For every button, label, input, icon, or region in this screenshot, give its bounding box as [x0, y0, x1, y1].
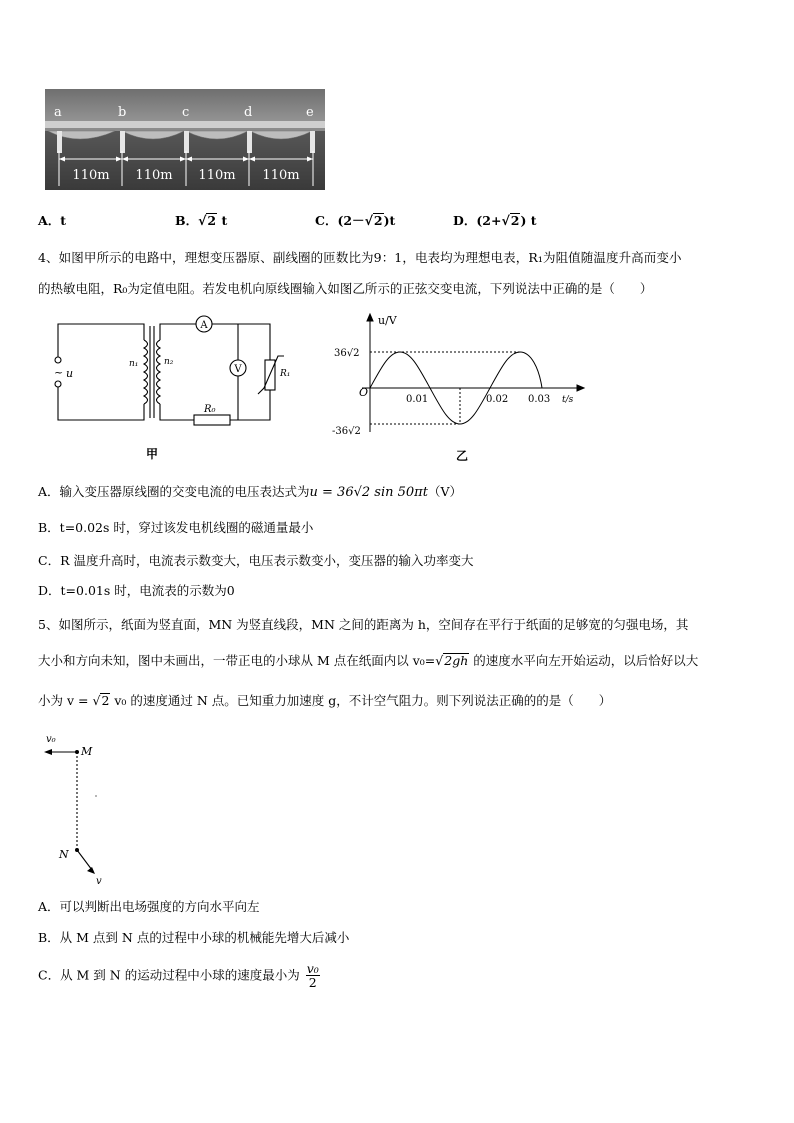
bridge-photo — [45, 89, 325, 190]
q5-option-c-text: C．从 M 到 N 的运动过程中小球的速度最小为 — [38, 967, 300, 983]
q5-stem-line-2-radicand: 2gh — [444, 653, 469, 668]
q4-option-a-text: A．输入变压器原线圈的交变电流的电压表达式为 — [38, 484, 310, 499]
q4-stem-line-1: 4、如图甲所示的电路中，理想变压器原、副线圈的匝数比为9：1，电表均为理想电表，R₁为阻值随温度升高而变小 — [38, 250, 682, 265]
x-tick-001: 0.01 — [406, 394, 429, 405]
span-1: 110m — [72, 168, 110, 183]
y-max-label: 36√2 — [334, 348, 360, 359]
q3-option-d-radicand: 2 — [510, 213, 520, 228]
q3-option-d-suffix: ) t — [520, 213, 537, 228]
q4-circuit-diagram — [44, 312, 291, 462]
q3-option-c-radicand: 2 — [373, 213, 383, 228]
y-min-label: -36√2 — [332, 426, 361, 437]
q5-stem-line-1: 5、如图所示，纸面为竖直面，MN 为竖直线段，MN 之间的距离为 h，空间存在平行于纸面的足够宽的匀强电场，其 — [38, 617, 689, 632]
q5-stem-line-3-a: 小为 v = — [38, 693, 93, 708]
q5-stem-line-3-radicand: 2 — [101, 693, 110, 708]
q3-option-c-suffix: )t — [383, 213, 396, 228]
q4-option-a[interactable] — [38, 483, 462, 502]
q5-option-a[interactable] — [38, 898, 260, 916]
q4-option-d-text: D．t=0.01s 时，电流表的示数为0 — [38, 583, 235, 598]
u-label: u — [66, 367, 74, 380]
q3-option-d[interactable] — [453, 212, 537, 230]
label-a: a — [54, 105, 62, 120]
q3-option-b[interactable] — [175, 212, 227, 230]
graph-caption: 乙 — [456, 449, 469, 463]
q5-option-c[interactable] — [38, 962, 320, 989]
q3-option-a-text: A．t — [38, 213, 66, 228]
q3-option-a[interactable] — [38, 212, 66, 230]
r1-label: R₁ — [280, 369, 291, 379]
sqrt-sign: √ — [92, 693, 101, 708]
voltmeter-label: V — [234, 364, 242, 375]
label-d: d — [244, 105, 253, 120]
x-axis-label: t/s — [562, 395, 574, 405]
sqrt-sign: √ — [198, 213, 207, 228]
sqrt-sign: √ — [501, 213, 510, 228]
q3-option-b-suffix: t — [221, 213, 228, 228]
q5-stem-line-3-b: v₀ 的速度通过 N 点。已知重力加速度 g，不计空气阻力。则下列说法正确的的是（ ） — [110, 693, 612, 708]
q5-motion-diagram — [40, 728, 150, 890]
fraction-numerator: v₀ — [306, 961, 319, 976]
q3-option-c-prefix: C．(2－ — [315, 213, 365, 228]
ammeter-label: A — [200, 320, 208, 331]
n2-label: n₂ — [164, 357, 174, 367]
r0-label: R₀ — [204, 404, 216, 415]
q4-option-a-formula: u = 36√2 sin 50πt — [309, 485, 428, 500]
circuit-caption: 甲 — [146, 447, 159, 461]
q5-option-a-text: A．可以判断出电场强度的方向水平向左 — [38, 899, 260, 914]
q4-stem — [38, 249, 758, 298]
q3-option-b-prefix: B． — [175, 213, 199, 228]
q5-option-b[interactable] — [38, 929, 349, 947]
span-3: 110m — [198, 168, 236, 183]
span-4: 110m — [262, 168, 300, 183]
q3-option-d-prefix: D．(2+ — [453, 213, 502, 228]
v0-label: v₀ — [46, 734, 56, 745]
x-tick-003: 0.03 — [528, 394, 551, 405]
q5-stem-line-3 — [38, 692, 611, 710]
label-b: b — [118, 105, 127, 120]
y-axis-label: u/V — [378, 314, 397, 327]
n1-label: n₁ — [129, 359, 139, 369]
origin-label: O — [359, 386, 369, 399]
fraction-denominator: 2 — [308, 975, 317, 990]
label-e: e — [306, 105, 314, 120]
n-point-label: N — [59, 848, 69, 861]
q4-voltage-graph — [330, 310, 590, 465]
q4-option-c-text: C．R 温度升高时，电流表示数变大，电压表示数变小，变压器的输入功率变大 — [38, 553, 474, 568]
q5-stem-line-2-b: 的速度水平向左开始运动，以后恰好以大 — [469, 653, 699, 668]
ac-source-symbol: ~ — [54, 366, 64, 379]
sqrt-sign: √ — [435, 653, 444, 668]
label-c: c — [182, 105, 190, 120]
q3-option-b-radicand: 2 — [207, 213, 217, 228]
x-tick-002: 0.02 — [486, 394, 509, 405]
q4-option-d[interactable] — [38, 582, 235, 600]
q5-option-b-text: B．从 M 点到 N 点的过程中小球的机械能先增大后减小 — [38, 930, 350, 945]
q4-option-a-unit: （V） — [427, 484, 462, 499]
span-2: 110m — [135, 168, 173, 183]
v-label: v — [96, 876, 102, 887]
m-point-label: M — [81, 745, 93, 758]
q4-option-b[interactable] — [38, 519, 313, 537]
q4-option-b-text: B．t=0.02s 时，穿过该发电机线圈的磁通量最小 — [38, 520, 314, 535]
q5-option-c-fraction — [306, 962, 320, 989]
sqrt-sign: √ — [364, 213, 373, 228]
q3-option-c[interactable] — [315, 212, 395, 230]
q4-option-c[interactable] — [38, 552, 473, 570]
q5-stem-line-2-a: 大小和方向未知，图中未画出，一带正电的小球从 M 点在纸面内以 v₀= — [38, 653, 436, 668]
q5-stem-line-2 — [38, 652, 698, 670]
q4-stem-line-2: 的热敏电阻，R₀为定值电阻。若发电机向原线圈输入如图乙所示的正弦交变电流，下列说法中正确的是（ ） — [38, 281, 653, 296]
